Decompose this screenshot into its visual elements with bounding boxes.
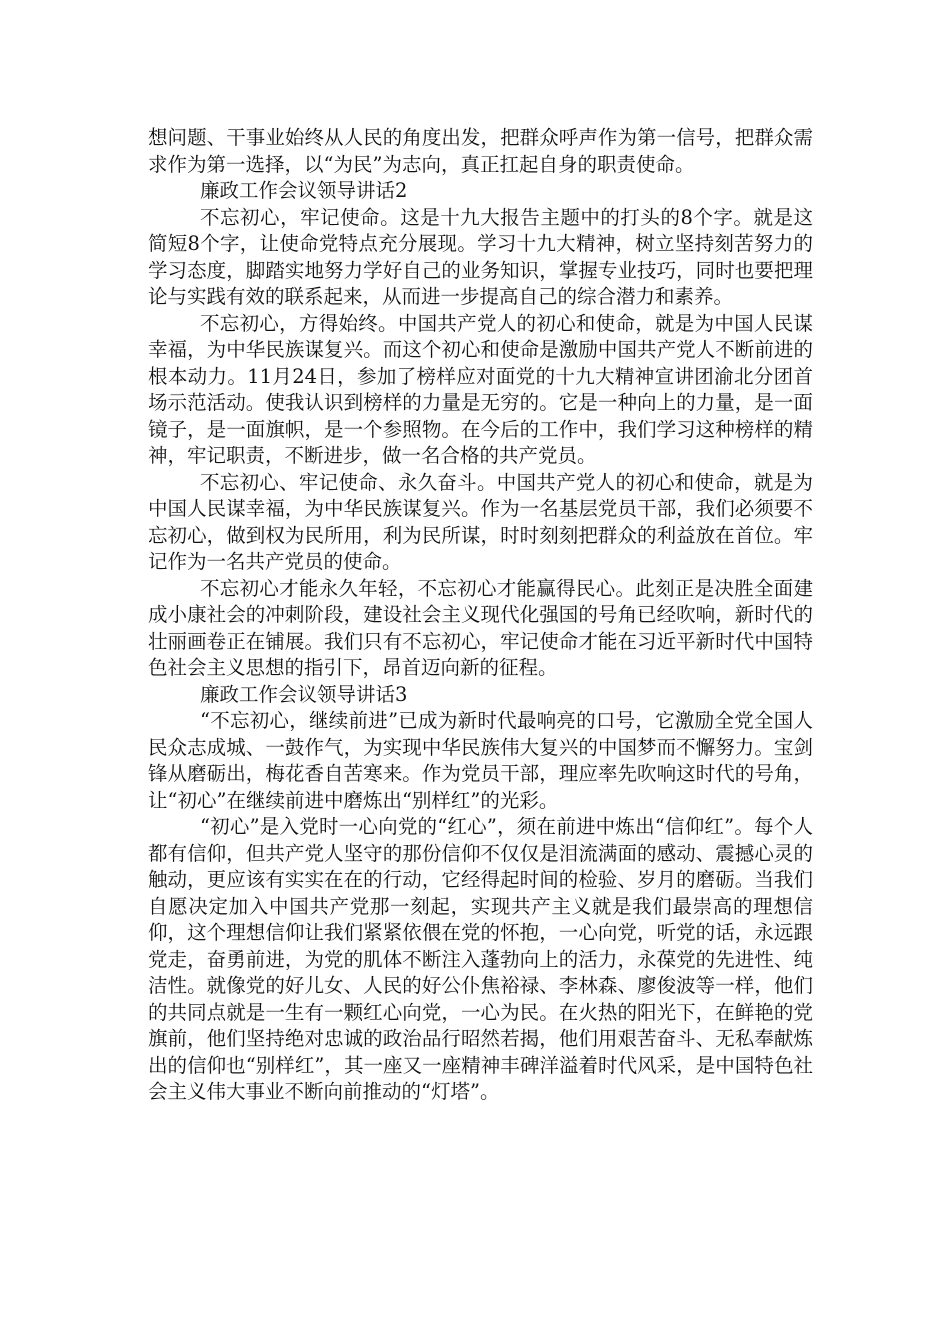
- section-heading: 廉政工作会议领导讲话2: [200, 179, 408, 202]
- paragraph: “初心”是入党时一心向党的“红心”，须在前进中炼出“信仰红”。每个人都有信仰，但共产党人坚守的那份信仰不仅仅是泪流满面的感动、震撼心灵的触动，更应该有实实在在的行动，它经得起时间的检验、岁月的磨砺。当我们自愿决定加入中国共产党那一刻起，实现共产主义就是我们最崇高的理想信仰，这个理想信仰让我们紧紧依偎在党的怀抱，一心向党，听党的话，永远跟党走，奋勇前进，为党的肌体不断注入蓬勃向上的活力，永葆党的先进性、纯洁性。就像党的好儿女、人民的好公仆焦裕禄、李林森、廖俊波等一样，他们的共同点就是一生有一颗红心向党，一心为民。在火热的阳光下，在鲜艳的党旗前，他们坚持绝对忠诚的政治品行昭然若揭，他们用艰苦奋斗、无私奉献炼出的信仰也“别样红”，其一座又一座精神丰碑洋溢着时代风采，是中国特色社会主义伟大事业不断向前推动的“灯塔”。: [148, 815, 813, 1103]
- paragraph: 不忘初心，方得始终。中国共产党人的初心和使命，就是为中国人民谋幸福，为中华民族谋复兴。而这个初心和使命是激励中国共产党人不断前进的根本动力。11月24日，参加了榜样应对面党的十九大精神宣讲团渝北分团首场示范活动。使我认识到榜样的力量是无穷的。它是一种向上的力量，是一面镜子，是一面旗帜，是一个参照物。在今后的工作中，我们学习这种榜样的精神，牢记职责，不断进步，做一名合格的共产党员。: [148, 311, 813, 467]
- paragraph: 不忘初心、牢记使命、永久奋斗。中国共产党人的初心和使命，就是为中国人民谋幸福，为中华民族谋复兴。作为一名基层党员干部，我们必须要不忘初心，做到权为民所用，利为民所谋，时时刻刻把群众的利益放在首位。牢记作为一名共产党员的使命。: [148, 470, 813, 573]
- paragraph: 不忘初心，牢记使命。这是十九大报告主题中的打头的8个字。就是这简短8个字，让使命党特点充分展现。学习十九大精神，树立坚持刻苦努力的学习态度，脚踏实地努力学好自己的业务知识，掌握专业技巧，同时也要把理论与实践有效的联系起来，从而进一步提高自己的综合潜力和素养。: [148, 205, 813, 308]
- section-heading: 廉政工作会议领导讲话3: [200, 682, 408, 706]
- document-body: [148, 125, 813, 1106]
- paragraph: “不忘初心，继续前进”已成为新时代最响亮的口号，它激励全党全国人民众志成城、一鼓作气，为实现中华民族伟大复兴的中国梦而不懈努力。宝剑锋从磨砺出，梅花香自苦寒来。作为党员干部，理应率先吹响这时代的号角，让“初心”在继续前进中磨炼出“别样红”的光彩。: [148, 709, 813, 812]
- paragraph: 不忘初心才能永久年轻，不忘初心才能赢得民心。此刻正是决胜全面建成小康社会的冲刺阶段，建设社会主义现代化强国的号角已经吹响，新时代的壮丽画卷正在铺展。我们只有不忘初心，牢记使命才能在习近平新时代中国特色社会主义思想的指引下，昂首迈向新的征程。: [148, 576, 813, 679]
- paragraph: 想问题、干事业始终从人民的角度出发，把群众呼声作为第一信号，把群众需求作为第一选择，以“为民”为志向，真正扛起自身的职责使命。: [148, 126, 813, 176]
